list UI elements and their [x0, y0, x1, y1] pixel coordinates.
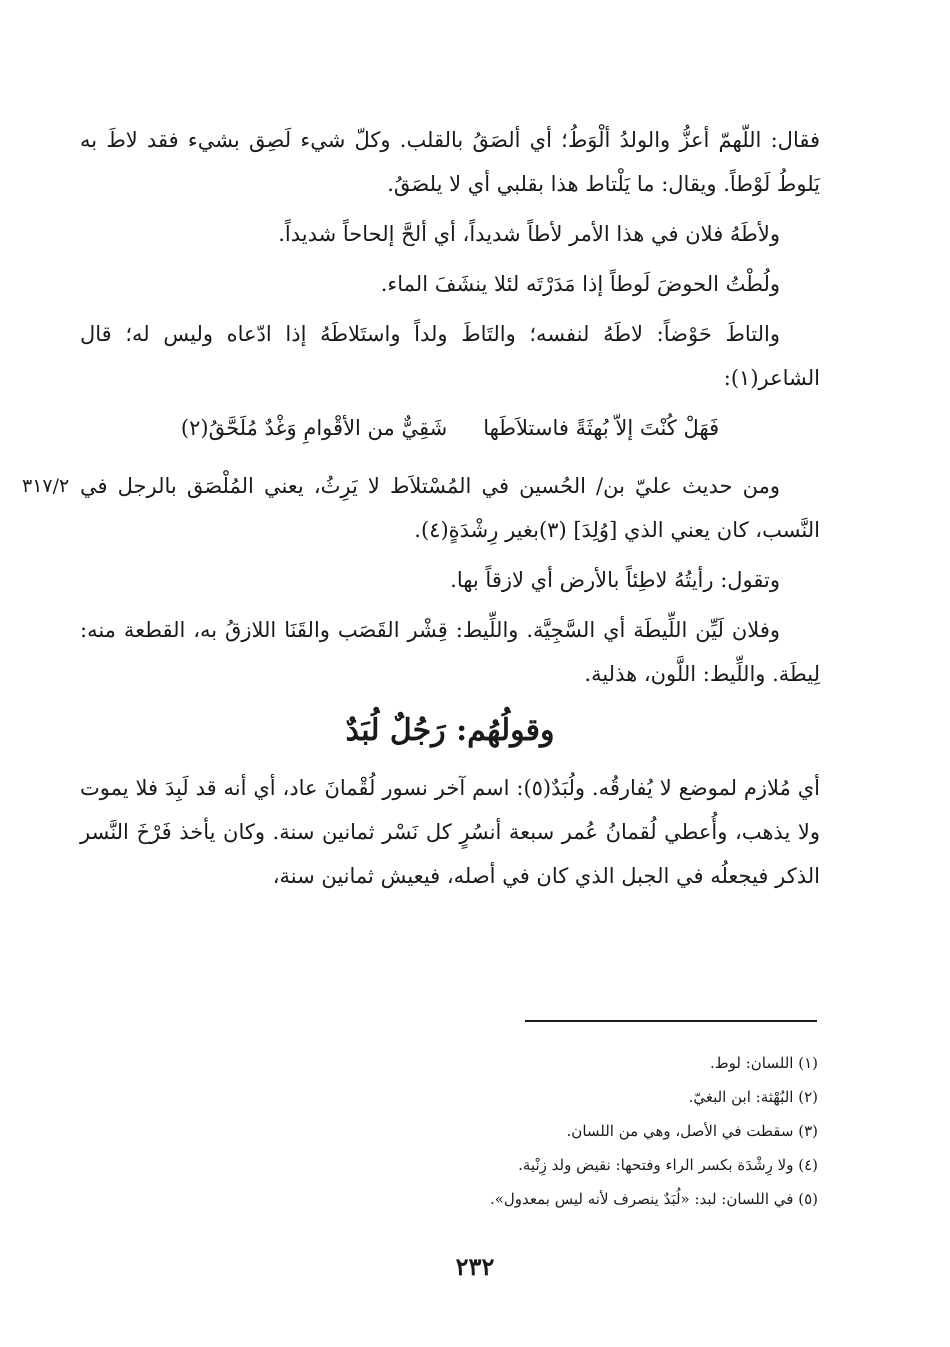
footnote-2: (٢) البُهْثة: ابن البغيّ. — [688, 1088, 818, 1106]
verse-first-hemistich: فَهَلْ كُنْتَ إلاّ بُهثَةً فاستلاَطَها — [483, 416, 720, 440]
paragraph-lubad: أي مُلازم لموضع لا يُفارقُه. ولُبَدٌ(٥): اسم آخر نسور لُقْمانَ عاد، أي أنه قد لَبِدَ فلا يموت ولا يذهب، وأُعطي لُقمانُ عُمر سبعة أنسُرٍ كل نَسْر ثمانين سنة. وكان يأخذ فَرْخَ النَّسر الذكر فيجعلُه في الجبل الذي كان في أصله، فيعيش ثمانين سنة، — [80, 776, 820, 888]
page-body — [22, 118, 820, 904]
paragraph-lawt: فقال: اللّهمّ أعزُّ والولدُ ألْوَطُ؛ أي ألصَقُ بالقلب. وكلّ شيء لَصِق بشيء فقد لاطَ به يَلوطُ لَوْطاً. ويقال: ما يَلْتاط هذا بقلبي أي لا يلصَقُ. — [80, 128, 820, 196]
footnote-1: (١) اللسان: لوط. — [710, 1054, 818, 1072]
footnote-4: (٤) ولا رِشْدَة بكسر الراء وفتحها: نقيض ولد زِنْية. — [518, 1156, 818, 1174]
footnote-divider — [525, 1020, 817, 1022]
footnotes — [80, 1046, 818, 1216]
footnote-3: (٣) سقطت في الأصل، وهي من اللسان. — [566, 1122, 818, 1140]
footnote-5: (٥) في اللسان: لبد: «لُبَدٌ ينصرف لأنه ليس بمعدول». — [489, 1190, 818, 1208]
section-heading: وقولُهُم: رَجُلٌ لُبَدٌ — [345, 713, 555, 748]
paragraph-hadith: ومن حديث عليّ بن/ الحُسين في المُسْتلاَط لا يَرِثُ، يعني المُلْصَق بالرجل في النَّسب، كان يعني الذي [وُلِدَ] (٣)بغير رِشْدَةٍ(٤). — [80, 474, 820, 542]
paragraph-with-margin-ref — [22, 464, 820, 552]
paragraph-laatahu: ولأطَهُ فلان في هذا الأمر لأطاً شديداً، أي ألحَّ إلحاحاً شديداً. — [278, 222, 780, 246]
poetry-verse — [80, 406, 820, 450]
marginal-reference: ٣١٧/٢ — [22, 475, 70, 497]
verse-second-hemistich: شَقِيٌّ من الأقْوامِ وَغْدٌ مُلَحَّقُ(٢) — [180, 416, 448, 440]
paragraph-iltaat: والتاطَ حَوْضاً: لاطَهُ لنفسه؛ والتَاطَ ولداً واستَلاطَهُ إذا ادّعاه وليس له؛ قال الشاعر(١): — [80, 322, 820, 390]
paragraph-lutt-alhawd: ولُطْتُ الحوضَ لَوطاً إذا مَدَرْتَه لئلا ينشَفَ الماء. — [380, 272, 780, 296]
paragraph-leetah: وفلان لَيِّن اللِّيطَة أي السَّجِيَّة. واللِّيط: قِشْر القَصَب والقَنَا اللازقُ به، القطعة منه: لِيطَة. واللِّيط: اللَّون، هذلية. — [80, 618, 820, 686]
page-number: ٢٣٢ — [455, 1252, 495, 1281]
paragraph-laatian: وتقول: رأيتُهُ لاطِئاً بالأرض أي لازقاً بها. — [450, 568, 780, 592]
